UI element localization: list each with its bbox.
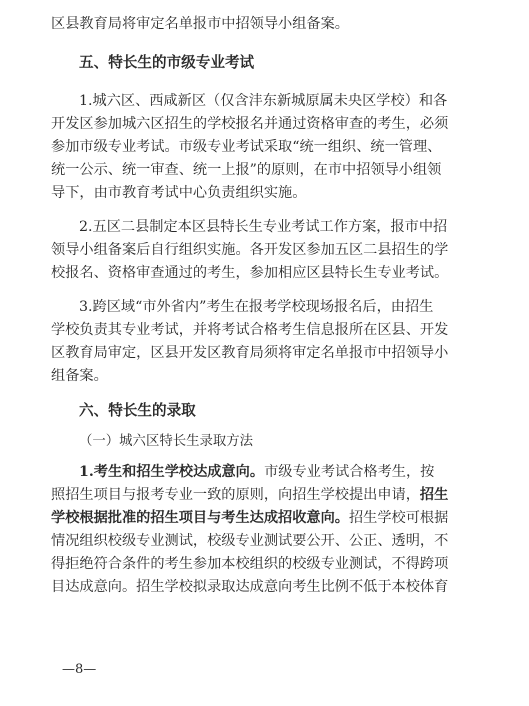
text-line: 参加市级专业考试。市级专业考试采取“统一组织、统一管理、 — [51, 139, 442, 155]
text-line: 组备案。 — [51, 368, 108, 384]
text-line: 2.五区二县制定本区县特长生专业考试工作方案，报市中招 — [79, 219, 448, 235]
section-heading-5: 五、特长生的市级专业考试 — [79, 54, 255, 71]
text-line: 领导小组备案后自行组织实施。各开发区参加五区二县招生的学 — [51, 242, 449, 258]
text-line: 区县教育局将审定名单报市中招领导小组备案。 — [51, 16, 349, 32]
bold-text: 1.考生和招生学校达成意向。 — [79, 464, 265, 480]
text-line: 开发区参加城六区招生的学校报名并通过资格审查的考生，必须 — [51, 116, 449, 132]
text-line: 得拒绝符合条件的考生参加本校组织的校级专业测试，不得跨项 — [51, 556, 449, 572]
text-line-mixed — [79, 462, 499, 482]
page-number: —8— — [62, 662, 97, 677]
text-line: 情况组织校级专业测试，校级专业测试要公开、公正、透明，不 — [51, 533, 449, 549]
text-line: 1.城六区、西咸新区（仅含沣东新城原属未央区学校）和各 — [79, 93, 448, 109]
text-line: 区教育局审定，区县开发区教育局须将审定名单报市中招领导小 — [51, 345, 449, 361]
text-line: 统一公示、统一审查、统一上报”的原则，在市中招领导小组领 — [51, 162, 442, 178]
normal-text: 照招生项目与报考专业一致的原则，向招生学校提出申请， — [51, 487, 420, 503]
text-line: 导下，由市教育考试中心负责组织实施。 — [51, 185, 307, 201]
text-line: 目达成意向。招生学校拟录取达成意向考生比例不低于本校体育 — [51, 579, 449, 595]
text-line-mixed — [51, 485, 499, 505]
normal-text: 市级专业考试合格考生，按 — [264, 464, 435, 480]
text-line: 校报名、资格审查通过的考生，参加相应区县特长生专业考试。 — [51, 265, 449, 281]
bold-text: 学校根据批准的招生项目与考生达成招收意向。 — [51, 510, 349, 526]
text-line: 3.跨区域“市外省内”考生在报考学校现场报名后，由招生 — [79, 299, 434, 315]
section-heading-6: 六、特长生的录取 — [79, 402, 196, 419]
text-line: 学校负责其专业考试，并将考试合格考生信息报所在区县、开发 — [51, 322, 449, 338]
bold-text: 招生 — [419, 487, 449, 503]
text-line-mixed — [51, 508, 499, 528]
normal-text: 招生学校可根据 — [348, 510, 449, 526]
subsection-heading: （一）城六区特长生录取方法 — [79, 434, 254, 449]
